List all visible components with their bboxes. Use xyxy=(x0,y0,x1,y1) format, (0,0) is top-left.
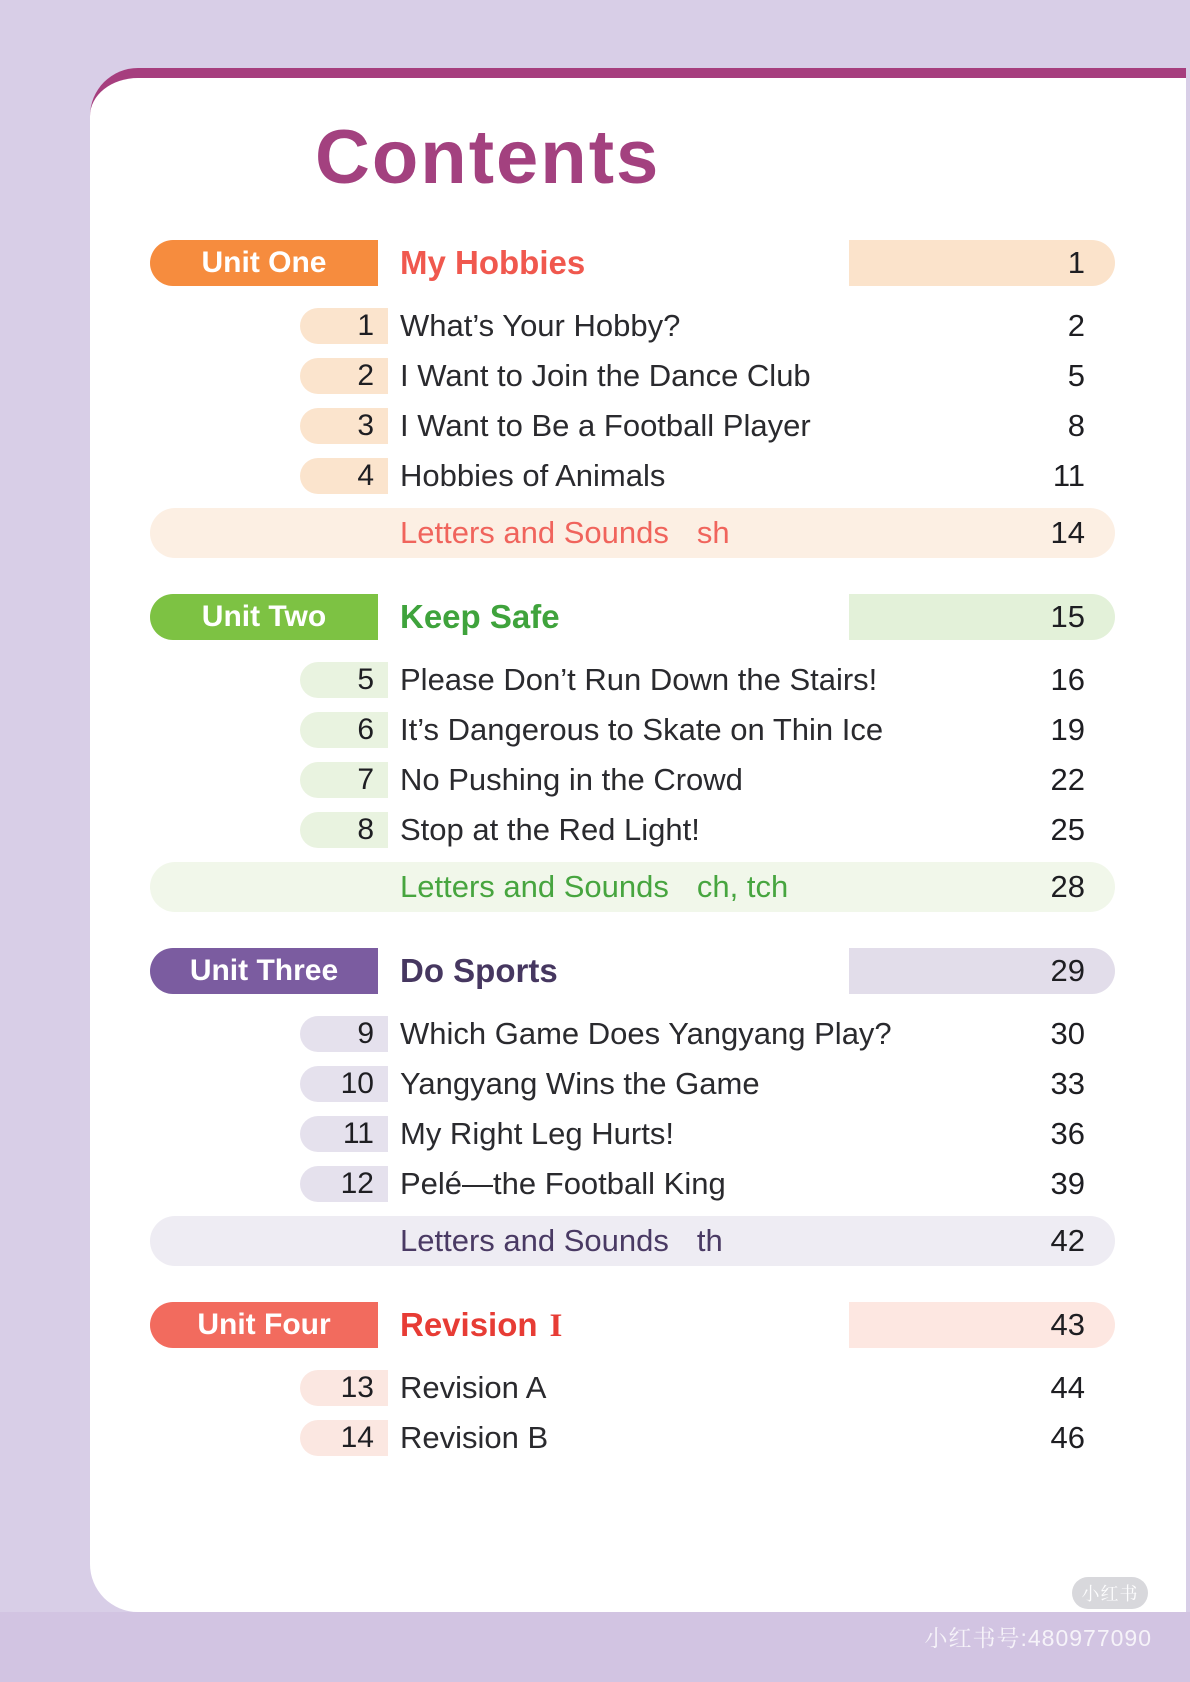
lesson-number: 14 xyxy=(340,1421,374,1454)
lesson-row xyxy=(150,358,1115,394)
letters-and-sounds-label: Letters and Sounds xyxy=(400,515,669,550)
unit-page-pill xyxy=(849,1302,1115,1348)
lessons-list xyxy=(150,662,1115,848)
unit-header xyxy=(150,1302,1115,1348)
unit-title-roman: I xyxy=(549,1307,563,1344)
lesson-page-number: 46 xyxy=(1050,1420,1085,1455)
unit-badge xyxy=(150,594,378,640)
unit-page-number: 29 xyxy=(1050,953,1085,988)
lesson-page-number: 2 xyxy=(1067,308,1085,343)
lesson-page-number: 16 xyxy=(1050,662,1085,697)
lesson-number: 8 xyxy=(357,813,374,846)
lesson-number: 10 xyxy=(340,1067,374,1100)
lesson-title: Revision B xyxy=(400,1420,549,1455)
lesson-row xyxy=(150,1370,1115,1406)
page-title: Contents xyxy=(315,115,661,200)
lesson-page-number: 25 xyxy=(1050,812,1085,847)
lesson-page-number: 8 xyxy=(1067,408,1085,443)
unit-page-number: 15 xyxy=(1050,599,1085,634)
lesson-page-number: 39 xyxy=(1050,1166,1085,1201)
lesson-number: 9 xyxy=(357,1017,374,1050)
letters-and-sounds-label: Letters and Sounds xyxy=(400,869,669,904)
lesson-row xyxy=(150,1066,1115,1102)
lesson-number: 4 xyxy=(357,459,374,492)
lesson-number-pill xyxy=(300,1370,388,1406)
unit-section-four xyxy=(150,1302,1115,1456)
lessons-list xyxy=(150,1370,1115,1456)
lesson-title: No Pushing in the Crowd xyxy=(400,762,743,797)
unit-header xyxy=(150,594,1115,640)
lesson-number-pill xyxy=(300,712,388,748)
lesson-page-number: 11 xyxy=(1052,458,1085,493)
lesson-title: Revision A xyxy=(400,1370,547,1405)
unit-title xyxy=(400,952,558,990)
lesson-title: Which Game Does Yangyang Play? xyxy=(400,1016,892,1051)
unit-page-number: 1 xyxy=(1067,245,1085,280)
lesson-number-pill xyxy=(300,1116,388,1152)
unit-section-one xyxy=(150,240,1115,558)
lesson-page-number: 36 xyxy=(1050,1116,1085,1151)
lesson-number-pill xyxy=(300,812,388,848)
unit-badge xyxy=(150,1302,378,1348)
lesson-number: 6 xyxy=(357,713,374,746)
letters-and-sounds-bar xyxy=(150,1216,1115,1266)
unit-page-pill xyxy=(849,240,1115,286)
lesson-page-number: 33 xyxy=(1050,1066,1085,1101)
unit-header xyxy=(150,240,1115,286)
lesson-number-pill xyxy=(300,358,388,394)
unit-badge-label: Unit Two xyxy=(201,600,327,633)
unit-section-three xyxy=(150,948,1115,1266)
unit-title-text: My Hobbies xyxy=(400,244,586,281)
lesson-title: I Want to Be a Football Player xyxy=(400,408,811,443)
lesson-number-pill xyxy=(300,662,388,698)
lesson-number-pill xyxy=(300,1016,388,1052)
lessons-list xyxy=(150,308,1115,494)
letters-and-sounds-bar xyxy=(150,508,1115,558)
unit-page-number: 43 xyxy=(1050,1307,1085,1342)
lesson-number-pill xyxy=(300,1066,388,1102)
lesson-title: My Right Leg Hurts! xyxy=(400,1116,674,1151)
lesson-number: 1 xyxy=(357,309,374,342)
unit-header xyxy=(150,948,1115,994)
lesson-row xyxy=(150,308,1115,344)
lesson-number: 12 xyxy=(340,1167,374,1200)
lesson-row xyxy=(150,458,1115,494)
lesson-title: What’s Your Hobby? xyxy=(400,308,681,343)
unit-page-pill xyxy=(849,594,1115,640)
lesson-number-pill xyxy=(300,458,388,494)
letters-and-sounds-label: Letters and Sounds xyxy=(400,1223,669,1258)
lesson-page-number: 19 xyxy=(1050,712,1085,747)
letters-and-sounds-sounds: th xyxy=(696,1223,723,1258)
unit-badge-label: Unit Three xyxy=(189,954,339,987)
lesson-number-pill xyxy=(300,762,388,798)
letters-and-sounds-page: 14 xyxy=(1050,515,1085,550)
letters-and-sounds-page: 28 xyxy=(1050,869,1085,904)
lesson-number: 11 xyxy=(342,1117,374,1150)
lesson-page-number: 5 xyxy=(1067,358,1085,393)
unit-title xyxy=(400,244,585,282)
lesson-row xyxy=(150,762,1115,798)
lesson-row xyxy=(150,1166,1115,1202)
unit-title xyxy=(400,598,560,636)
units-list xyxy=(90,240,1186,1456)
lesson-number: 5 xyxy=(357,663,374,696)
xiaohongshu-id-watermark: 小红书号:480977090 xyxy=(924,1625,1152,1651)
unit-title-text: Revision xyxy=(400,1305,538,1343)
xiaohongshu-watermark-badge: 小红书 xyxy=(1072,1577,1148,1609)
lesson-row xyxy=(150,408,1115,444)
lesson-number: 2 xyxy=(357,359,374,392)
lesson-page-number: 22 xyxy=(1050,762,1085,797)
lesson-title: I Want to Join the Dance Club xyxy=(400,358,811,393)
lesson-title: Please Don’t Run Down the Stairs! xyxy=(400,662,878,697)
lessons-list xyxy=(150,1016,1115,1202)
contents-card xyxy=(90,68,1186,1612)
letters-and-sounds-sounds: sh xyxy=(696,515,730,550)
unit-title-text: Do Sports xyxy=(400,952,558,989)
lesson-number: 7 xyxy=(357,763,374,796)
unit-title-text: Keep Safe xyxy=(400,598,560,635)
lesson-number-pill xyxy=(300,308,388,344)
lesson-row xyxy=(150,812,1115,848)
unit-badge-label: Unit Four xyxy=(197,1308,331,1341)
letters-and-sounds-bar xyxy=(150,862,1115,912)
lesson-number: 3 xyxy=(357,409,374,442)
lesson-title: Hobbies of Animals xyxy=(400,458,666,493)
unit-badge xyxy=(150,240,378,286)
lesson-row xyxy=(150,712,1115,748)
lesson-row xyxy=(150,1116,1115,1152)
lesson-number: 13 xyxy=(340,1371,374,1404)
lesson-page-number: 44 xyxy=(1050,1370,1085,1405)
lesson-row xyxy=(150,662,1115,698)
lesson-title: Stop at the Red Light! xyxy=(400,812,700,847)
letters-and-sounds-sounds: ch, tch xyxy=(696,869,789,904)
lesson-number-pill xyxy=(300,1420,388,1456)
lesson-page-number: 30 xyxy=(1050,1016,1085,1051)
lesson-title: Pelé—the Football King xyxy=(400,1166,726,1201)
lesson-title: It’s Dangerous to Skate on Thin Ice xyxy=(400,712,884,747)
lesson-row xyxy=(150,1016,1115,1052)
unit-section-two xyxy=(150,594,1115,912)
unit-badge-label: Unit One xyxy=(201,246,327,279)
lesson-number-pill xyxy=(300,1166,388,1202)
lesson-number-pill xyxy=(300,408,388,444)
unit-title xyxy=(400,1306,562,1345)
lesson-title: Yangyang Wins the Game xyxy=(400,1066,760,1101)
lesson-row xyxy=(150,1420,1115,1456)
unit-page-pill xyxy=(849,948,1115,994)
unit-badge xyxy=(150,948,378,994)
letters-and-sounds-page: 42 xyxy=(1050,1223,1085,1258)
